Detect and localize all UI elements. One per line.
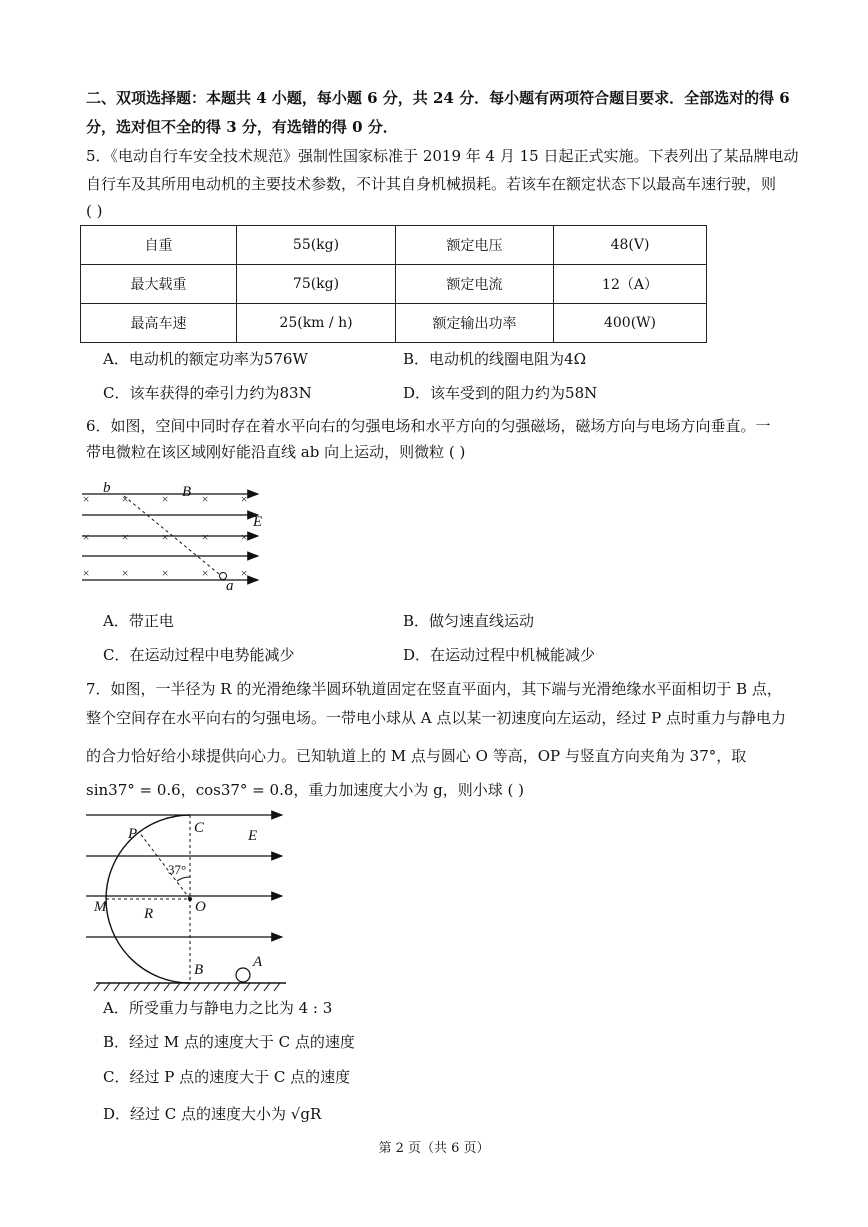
q7-stem-line2: 整个空间存在水平向右的匀强电场。一带电小球从 A 点以某一初速度向左运动，经过 P 点时重力与静电力 [86,709,787,727]
table-cell: 自重 [81,226,237,265]
magnetic-cross: × [161,566,170,580]
table-cell: 55(kg) [237,226,396,265]
label-P: P [128,826,138,842]
magnetic-cross: × [82,566,91,580]
table-cell: 12（A） [554,265,707,304]
magnetic-cross: × [161,530,170,544]
q7-option-c[interactable]: C．经过 P 点的速度大于 C 点的速度 [103,1068,351,1086]
center-point [188,897,192,901]
label-B: B [194,962,204,978]
q5-stem-line1: 5．《电动自行车安全技术规范》强制性国家标准于 2019 年 4 月 15 日起正式实施。下表列出了某品牌电动 [86,147,799,165]
table-row [81,226,707,265]
table-cell: 400(W) [554,304,707,343]
label-M: M [94,899,107,915]
magnetic-cross: × [201,492,210,506]
label-a: a [226,578,234,594]
magnetic-cross: × [82,530,91,544]
table-cell: 最大载重 [81,265,237,304]
label-b: b [103,480,111,496]
q5-option-b[interactable]: B．电动机的线圈电阻为4Ω [403,350,587,368]
q6-option-c[interactable]: C．在运动过程中电势能减少 [103,646,295,664]
table-cell: 最高车速 [81,304,237,343]
table-cell: 75(kg) [237,265,396,304]
label-angle: 37° [168,862,187,877]
magnetic-cross: × [201,566,210,580]
q7-stem-line3: 的合力恰好给小球提供向心力。已知轨道上的 M 点与圆心 O 等高，OP 与竖直方向夹角为 37°，取 [86,747,747,765]
q7-stem-line1: 7．如图，一半径为 R 的光滑绝缘半圆环轨道固定在竖直平面内，其下端与光滑绝缘水平面相切于 B 点， [86,680,782,698]
label-E: E [248,828,258,844]
magnetic-cross: × [121,566,130,580]
q5-stem-line2: 自行车及其所用电动机的主要技术参数，不计其自身机械损耗。若该车在额定状态下以最高车速行驶，则 [86,175,777,193]
magnetic-cross: × [121,530,130,544]
magnetic-cross: × [240,530,249,544]
q7-option-b[interactable]: B．经过 M 点的速度大于 C 点的速度 [103,1033,355,1051]
q7-option-d[interactable]: D．经过 C 点的速度大小为 √gR [103,1105,322,1123]
magnetic-cross: × [161,492,170,506]
table-row [81,304,707,343]
page-footer: 第 2 页（共 6 页） [378,1141,490,1156]
table-cell: 48(V) [554,226,707,265]
q6-stem-line2: 带电微粒在该区域刚好能沿直线 ab 向上运动，则微粒 ( ) [86,443,466,461]
label-A: A [253,954,263,970]
table-cell: 额定输出功率 [396,304,554,343]
section-heading-line2: 分，选对但不全的得 3 分，有选错的得 0 分． [86,118,398,136]
ground-hatch [94,983,280,991]
q6-option-d[interactable]: D．在运动过程中机械能减少 [403,646,596,664]
label-R: R [144,906,154,922]
table-cell: 额定电压 [396,226,554,265]
q6-option-b[interactable]: B．做匀速直线运动 [403,612,535,630]
q5-option-a[interactable]: A．电动机的额定功率为576W [103,350,308,368]
angle-arc [177,877,190,881]
q5-option-d[interactable]: D．该车受到的阻力约为58N [403,384,598,402]
table-row [81,265,707,304]
q6-field-diagram [78,478,268,598]
magnetic-cross: × [121,492,130,506]
label-E: E [253,514,263,530]
q7-option-a[interactable]: A．所受重力与静电力之比为 4 : 3 [103,999,333,1017]
q6-stem-line1: 6．如图，空间中同时存在着水平向右的匀强电场和水平方向的匀强磁场，磁场方向与电场方向垂直。一 [86,417,771,435]
label-C: C [194,820,205,836]
label-O: O [195,899,206,915]
q7-track-diagram [82,808,292,993]
magnetic-cross: × [240,566,249,580]
q5-option-c[interactable]: C．该车获得的牵引力约为83N [103,384,312,402]
section-heading-line1: 二、双项选择题：本题共 4 小题，每小题 6 分，共 24 分．每小题有两项符合题目要求．全部选对的得 6 [86,89,790,107]
table-cell: 25(km / h) [237,304,396,343]
ball [236,968,250,982]
label-B: B [182,484,192,500]
magnetic-cross: × [201,530,210,544]
magnetic-cross: × [82,492,91,506]
q5-stem-line3: ( ) [86,202,103,220]
q5-spec-table [80,225,707,343]
q6-option-a[interactable]: A．带正电 [103,612,174,630]
q7-stem-line4: sin37° = 0.6，cos37° = 0.8，重力加速度大小为 g，则小球 ( ) [86,781,524,799]
table-cell: 额定电流 [396,265,554,304]
magnetic-cross: × [240,492,249,506]
